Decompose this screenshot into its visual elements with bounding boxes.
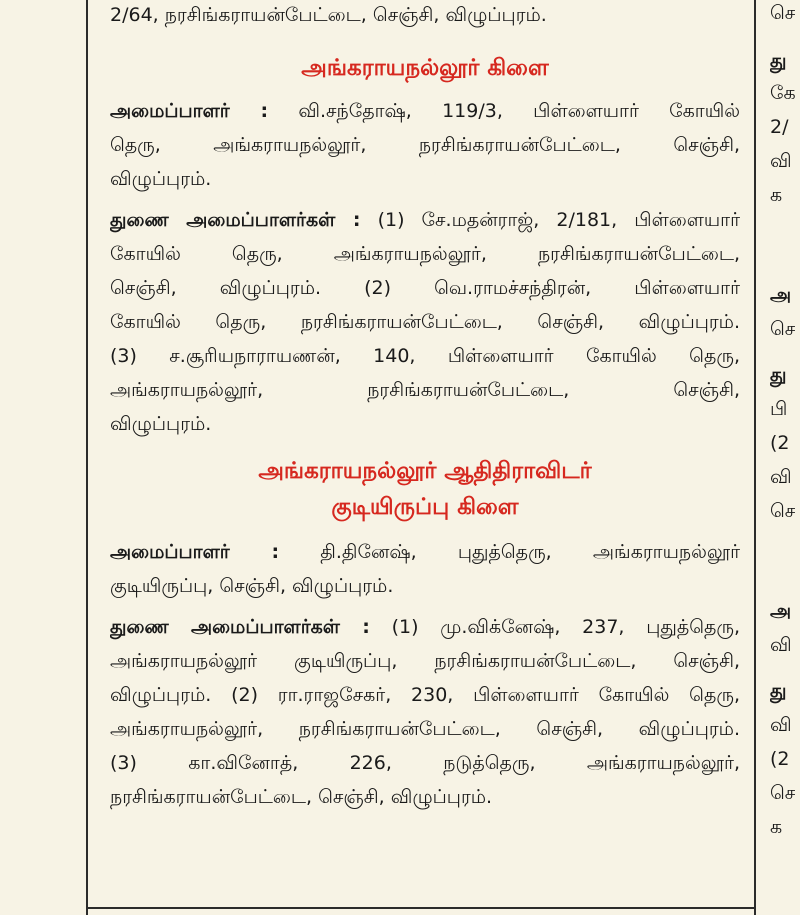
main-column [110, 0, 740, 814]
section-heading-line: அங்கராயநல்லூர் ஆதிதிராவிடர் [258, 458, 592, 484]
adjacent-column-clipped [770, 0, 800, 915]
deputy-line: கோயில் தெரு, அங்கராயநல்லூர், நரசிங்கராயன்பேட்டை, [110, 243, 740, 265]
adjacent-fragment: (2 [770, 432, 790, 454]
deputy-line: செஞ்சி, விழுப்புரம். (2) வெ.ராமச்சந்திரன், பிள்ளையார் [110, 277, 740, 299]
deputy-line: (3) ச.சூரியநாராயணன், 140, பிள்ளையார் கோயில் தெரு, [110, 345, 740, 367]
organizer-line [110, 535, 740, 569]
adjacent-fragment: பி [770, 398, 788, 420]
deputy-text: (1) மு.விக்னேஷ், 237, புதுத்தெரு, [391, 616, 740, 638]
deputy-organizers-block [110, 610, 740, 814]
deputy-label: துணை அமைப்பாளர்கள் : [110, 209, 361, 231]
section-heading-adidravidar [110, 453, 740, 525]
adjacent-fragment: வி [770, 150, 792, 172]
organizer-line: தெரு, அங்கராயநல்லூர், நரசிங்கராயன்பேட்டை, செஞ்சி, [110, 134, 740, 156]
column-rule-bottom [86, 907, 756, 909]
deputy-line: அங்கராயநல்லூர், நரசிங்கராயன்பேட்டை, செஞ்சி, விழுப்புரம். [110, 718, 740, 740]
adjacent-fragment: க [770, 184, 783, 206]
adjacent-fragment: வி [770, 714, 792, 736]
organizer-block [110, 535, 740, 603]
adjacent-fragment: 2/ [770, 116, 789, 138]
deputy-line: கோயில் தெரு, நரசிங்கராயன்பேட்டை, செஞ்சி, விழுப்புரம். [110, 311, 740, 333]
section-heading-line: குடியிருப்பு கிளை [331, 494, 519, 520]
deputy-text: (1) சே.மதன்ராஜ், 2/181, பிள்ளையார் [377, 209, 740, 231]
organizer-line: குடியிருப்பு, செஞ்சி, விழுப்புரம். [110, 575, 394, 597]
adjacent-fragment: து [770, 680, 787, 702]
deputy-line [110, 203, 740, 237]
section-heading-angarayanallur: அங்கராயநல்லூர் கிளை [301, 55, 549, 81]
adjacent-fragment: வி [770, 634, 792, 656]
column-rule-right [754, 0, 756, 915]
deputy-organizers-block [110, 203, 740, 441]
adjacent-fragment: செ [770, 2, 796, 24]
deputy-line: (3) கா.வினோத், 226, நடுத்தெரு, அங்கராயநல்லூர், [110, 752, 740, 774]
top-continuation-line: 2/64, நரசிங்கராயன்பேட்டை, செஞ்சி, விழுப்புரம். [110, 4, 547, 26]
deputy-line: விழுப்புரம். [110, 413, 212, 435]
adjacent-fragment: (2 [770, 748, 790, 770]
deputy-line: விழுப்புரம். (2) ரா.ராஜசேகர், 230, பிள்ளையார் கோயில் தெரு, [110, 684, 740, 706]
deputy-line: அங்கராயநல்லூர், நரசிங்கராயன்பேட்டை, செஞ்சி, [110, 379, 740, 401]
adjacent-fragment: செ [770, 318, 796, 340]
organizer-text: வி.சந்தோஷ், 119/3, பிள்ளையார் கோயில் [298, 100, 740, 122]
organizer-label: அமைப்பாளர் : [110, 541, 280, 563]
adjacent-fragment: து [770, 50, 787, 72]
adjacent-fragment: து [770, 364, 787, 386]
deputy-line [110, 610, 740, 644]
deputy-line: நரசிங்கராயன்பேட்டை, செஞ்சி, விழுப்புரம். [110, 786, 493, 808]
organizer-line: விழுப்புரம். [110, 168, 212, 190]
organizer-text: தி.தினேஷ், புதுத்தெரு, அங்கராயநல்லூர் [320, 541, 740, 563]
column-rule-left [86, 0, 88, 915]
adjacent-fragment: க [770, 816, 783, 838]
adjacent-fragment: அ [770, 284, 792, 306]
adjacent-fragment: செ [770, 782, 796, 804]
deputy-line: அங்கராயநல்லூர் குடியிருப்பு, நரசிங்கராயன்பேட்டை, செஞ்சி, [110, 650, 740, 672]
adjacent-fragment: செ [770, 500, 796, 522]
organizer-block [110, 94, 740, 196]
adjacent-fragment: அ [770, 600, 792, 622]
organizer-label: அமைப்பாளர் : [110, 100, 269, 122]
adjacent-fragment: வி [770, 466, 792, 488]
adjacent-fragment: கே [770, 82, 796, 104]
deputy-label: துணை அமைப்பாளர்கள் : [110, 616, 370, 638]
organizer-line [110, 94, 740, 128]
